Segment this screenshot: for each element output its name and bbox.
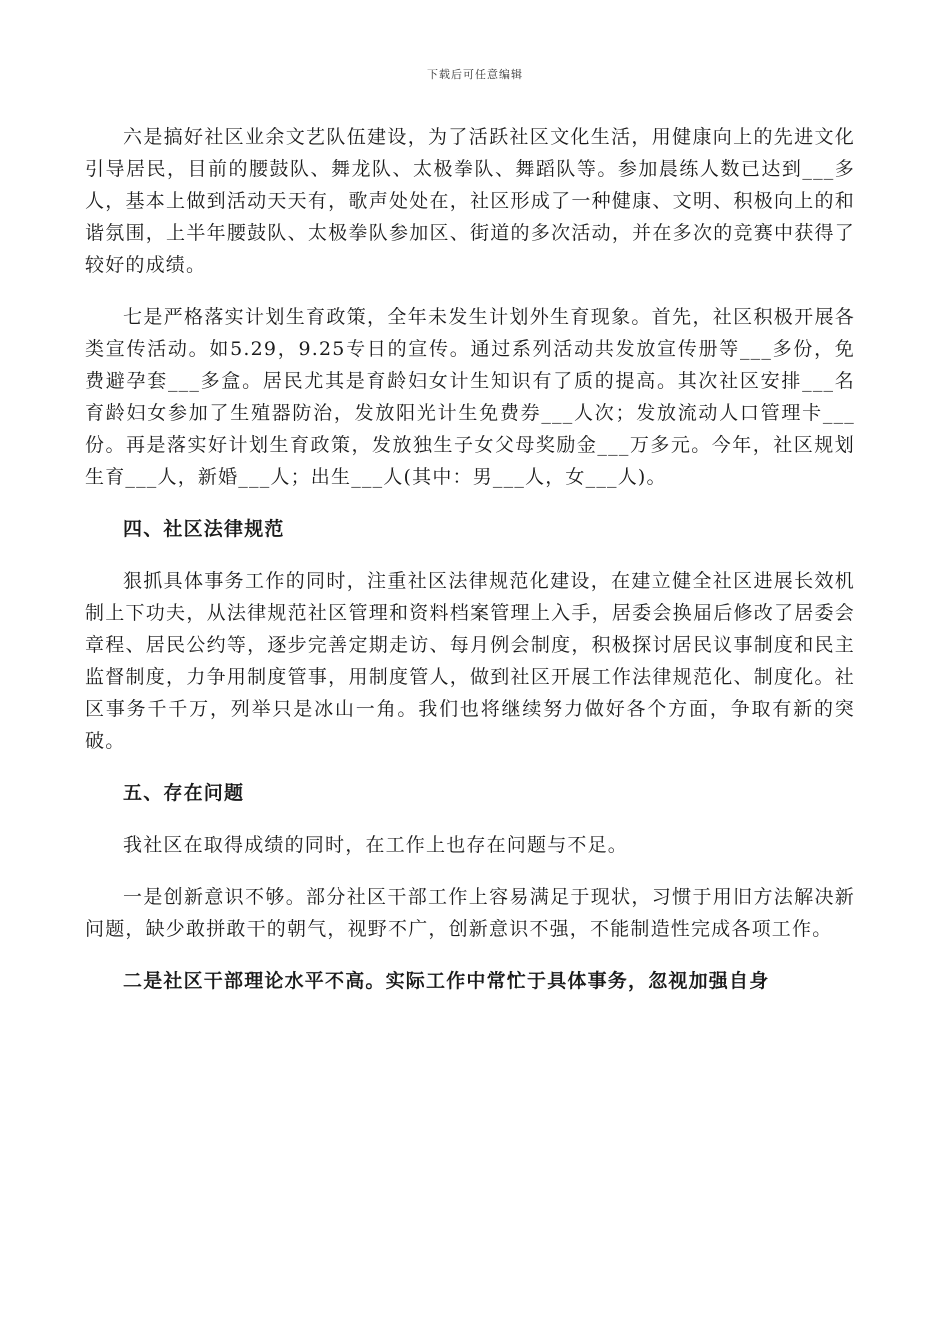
document-body (85, 121, 855, 1017)
section-heading-legal: 四、社区法律规范 (123, 518, 285, 540)
paragraph-culture-team: 六是搞好社区业余文艺队伍建设，为了活跃社区文化生活，用健康向上的先进文化引导居民，目前的腰鼓队、舞龙队、太极拳队、舞蹈队等。参加晨练人数已达到___多人，基本上做到活动天天有，歌声处处在，社区形成了一种健康、文明、积极向上的和谐氛围，上半年腰鼓队、太极拳队参加区、街道的多次活动，并在多次的竞赛中获得了较好的成绩。 (85, 126, 855, 276)
paragraph-legal-standard: 狠抓具体事务工作的同时，注重社区法律规范化建设，在建立健全社区进展长效机制上下功夫，从法律规范社区管理和资料档案管理上入手，居委会换届后修改了居委会章程、居民公约等，逐步完善定期走访、每月例会制度，积极探讨居民议事制度和民主监督制度，力争用制度管事，用制度管人，做到社区开展工作法律规范化、制度化。社区事务千千万，列举只是冰山一角。我们也将继续努力做好各个方面，争取有新的突破。 (85, 570, 855, 752)
page-header: 下载后可任意编辑 (427, 68, 523, 81)
paragraph-theory-level: 二是社区干部理论水平不高。实际工作中常忙于具体事务，忽视加强自身 (123, 970, 770, 992)
paragraph-problems-intro: 我社区在取得成绩的同时，在工作上也存在问题与不足。 (123, 834, 629, 856)
section-heading-problems: 五、存在问题 (123, 782, 245, 804)
paragraph-innovation: 一是创新意识不够。部分社区干部工作上容易满足于现状，习惯于用旧方法解决新问题，缺少敢拼敢干的朝气，视野不广，创新意识不强，不能制造性完成各项工作。 (85, 886, 855, 940)
paragraph-family-planning: 七是严格落实计划生育政策，全年未发生计划外生育现象。首先，社区积极开展各类宣传活动。如5.29，9.25专日的宣传。通过系列活动共发放宣传册等___多份，免费避孕套___多盒。居民尤其是育龄妇女计生知识有了质的提高。其次社区安排___名育龄妇女参加了生殖器防治，发放阳光计生免费券___人次；发放流动人口管理卡___份。再是落实好计划生育政策，发放独生子女父母奖励金___万多元。今年，社区规划生育___人，新婚___人；出生___人(其中：男___人，女___人)。 (85, 306, 855, 488)
